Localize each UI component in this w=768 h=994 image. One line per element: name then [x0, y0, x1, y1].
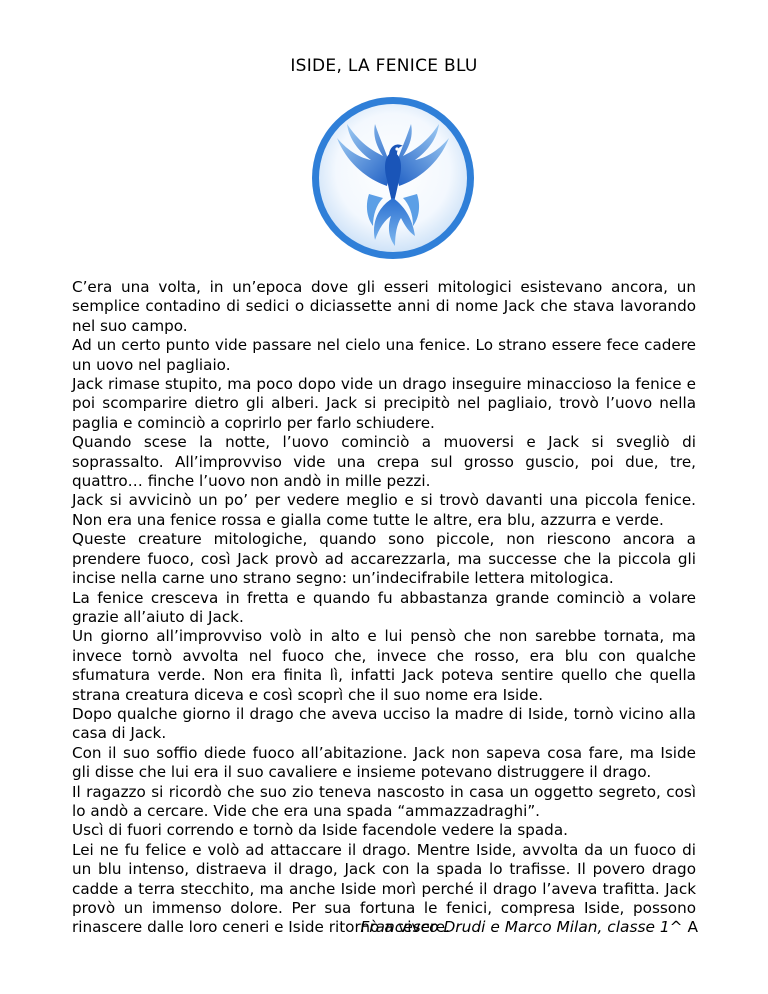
paragraph: La fenice cresceva in fretta e quando fu abbastanza grande cominciò a volare grazie all’aiuto di Jack.	[72, 588, 696, 626]
paragraph: Jack rimase stupito, ma poco dopo vide un drago inseguire minaccioso la fenice e poi scomparire dietro gli alberi. Jack si precipitò nel pagliaio, trovò l’uovo nella paglia e cominciò a coprirlo per farlo schiudere.	[72, 375, 696, 432]
paragraph: Quando scese la notte, l’uovo cominciò a muoversi e Jack si svegliò di soprassalto. All’improvviso vide una crepa sul grosso guscio, poi due, tre, quattro… finche l’uovo non andò in mille pezzi.	[72, 433, 696, 491]
paragraph: Uscì di fuori correndo e tornò da Iside facendole vedere la spada.	[72, 821, 568, 840]
paragraph: Dopo qualche giorno il drago che aveva ucciso la madre di Iside, tornò vicino alla casa di Jack.	[72, 704, 696, 743]
phoenix-icon	[309, 94, 477, 262]
paragraph: Lei ne fu felice e volò ad attaccare il drago. Mentre Iside, avvolta da un fuoco di un blu intenso, distraeva il drago, Jack con la spada lo trafisse. Il povero drago cadde a terra stecchito, ma anche Iside morì perché il drago l’aveva trafitta. Jack provò un immenso dolore. Per sua fortuna le fenici, compresa Iside, possono rinascere dalle loro ceneri e Iside ritornò a vivere.	[72, 840, 696, 937]
document-title: ISIDE, LA FENICE BLU	[290, 56, 478, 76]
signature-class-suffix: ^ A	[669, 918, 698, 936]
signature-authors: Francesco Drudi e Marco Milan, classe 1	[360, 918, 670, 936]
blue-phoenix-logo	[309, 94, 477, 262]
paragraph: Ad un certo punto vide passare nel cielo una fenice. Lo strano essere fece cadere un uovo nel pagliaio.	[72, 336, 696, 374]
story-text	[72, 278, 696, 938]
author-signature	[360, 918, 698, 936]
paragraph: Con il suo soffio diede fuoco all’abitazione. Jack non sapeva cosa fare, ma Iside gli disse che lui era il suo cavaliere e insieme potevano distruggere il drago.	[72, 743, 696, 782]
paragraph: Jack si avvicinò un po’ per vedere meglio e si trovò davanti una piccola fenice. Non era una fenice rossa e gialla come tutte le altre, era blu, azzurra e verde.	[72, 491, 696, 529]
paragraph: Un giorno all’improvviso volò in alto e lui pensò che non sarebbe tornata, ma invece tornò avvolta nel fuoco che, invece che rosso, era blu con qualche sfumatura verde. Non era finita lì, infatti Jack poteva sentire quello che quella strana creatura diceva e così scoprì che il suo nome era Iside.	[72, 627, 696, 704]
paragraph: C’era una volta, in un’epoca dove gli esseri mitologici esistevano ancora, un semplice contadino di sedici o diciassette anni di nome Jack che stava lavorando nel suo campo.	[72, 278, 696, 335]
paragraph: Queste creature mitologiche, quando sono piccole, non riescono ancora a prendere fuoco, così Jack provò ad accarezzarla, ma successe che la piccola gli incise nella carne uno strano segno: un’indecifrabile lettera mitologica.	[72, 530, 696, 588]
paragraph: Il ragazzo si ricordò che suo zio teneva nascosto in casa un oggetto segreto, così lo andò a cercare. Vide che era una spada “ammazzadraghi”.	[72, 782, 696, 820]
